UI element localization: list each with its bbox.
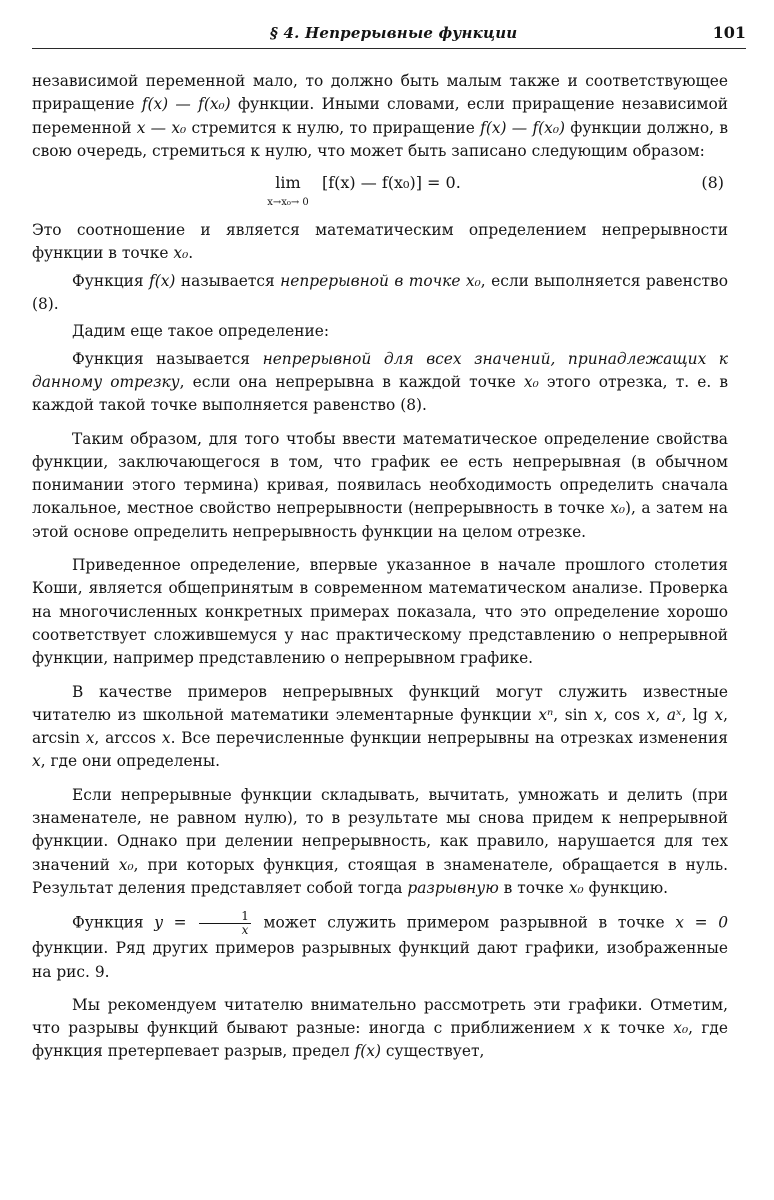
paragraph-1: независимой переменной мало, то должно быть малым также и соответствующее приращение f(x) — f(x₀) функции. Иными словами, если приращение независимой переменной x — x₀ стремится к нулю, то приращение f(x) — f(x₀) функции должно, в свою очередь, стремиться к нулю, что может быть записано следующим образом: — [32, 72, 728, 160]
paragraph-3: Функция f(x) называется непрерывной в точке x₀, если выполняется равенство (8). — [32, 271, 728, 314]
fraction-one-over-x: $\frac{1}{x}$ — [199, 910, 251, 937]
limit-operator: lim x→x₀→ 0 — [267, 173, 309, 209]
page-number: 101 — [712, 23, 746, 42]
page-body — [32, 70, 728, 1068]
paragraph-10: Функция y = $\frac{1}{x}$ может служить примером разрывной в точке x = 0 функции. Ряд других примеров разрывных функций дают графики, изображенные на рис. 9. — [32, 909, 729, 981]
term-continuous-on-segment: непрерывной для всех значений, принадлежащих к данному отрезку — [32, 349, 728, 391]
paragraph-2: Это соотношение и является математическим определением непрерывности функции в точке x₀. — [32, 221, 728, 263]
equation-number: (8) — [701, 173, 724, 193]
formula-expression: [f(x) — f(x₀)] = 0. — [322, 173, 461, 193]
term-discontinuous: разрывную — [407, 878, 499, 897]
paragraph-4: Дадим еще такое определение: — [72, 322, 330, 341]
section-title: § 4. Непрерывные функции — [270, 24, 518, 42]
term-continuous-at-point: непрерывной в точке — [280, 271, 461, 290]
formula-8 — [32, 167, 728, 217]
running-header — [32, 22, 746, 49]
paragraph-5: Функция называется непрерывной для всех значений, принадлежащих к данному отрезку, если она непрерывна в каждой точке x₀ этого отрезка, т. е. в каждой такой точке выполняется равенство (8). — [32, 349, 729, 415]
paragraph-11: Мы рекомендуем читателю внимательно рассмотреть эти графики. Отметим, что разрывы функций бывают разные: иногда с приближением x к точке x₀, где функция претерпевает разрыв, предел f(x) существует, — [32, 995, 728, 1061]
paragraph-9: Если непрерывные функции складывать, вычитать, умножать и делить (при знаменателе, не равном нулю), то в результате мы снова придем к непрерывной функции. Однако при делении непрерывность, как правило, нарушается для тех значений x₀, при которых функция, стоящая в знаменателе, обращается в нуль. Результат деления представляет собой тогда разрывную в точке x₀ функцию. — [32, 785, 728, 897]
paragraph-6: Таким образом, для того чтобы ввести математическое определение свойства функции, заключающегося в том, что график ее есть непрерывная (в обычном понимании этого термина) кривая, появилась необходимость определить сначала локальное, местное свойство непрерывности (непрерывность в точке x₀), а затем на этой основе определить непрерывность функции на целом отрезке. — [32, 429, 728, 541]
paragraph-7: Приведенное определение, впервые указанное в начале прошлого столетия Коши, является общепринятым в современном математическом анализе. Проверка на многочисленных конкретных примерах показала, что это определение хорошо соответствует сложившемуся у нас практическому представлению о непрерывной функции, например представлению о непрерывном графике. — [32, 556, 728, 668]
paragraph-8: В качестве примеров непрерывных функций могут служить известные читателю из школьной математики элементарные функции xⁿ, sin x, cos x, aˣ, lg x, arcsin x, arccos x. Все перечисленные функции непрерывны на отрезках изменения x, где они определены. — [32, 682, 729, 771]
